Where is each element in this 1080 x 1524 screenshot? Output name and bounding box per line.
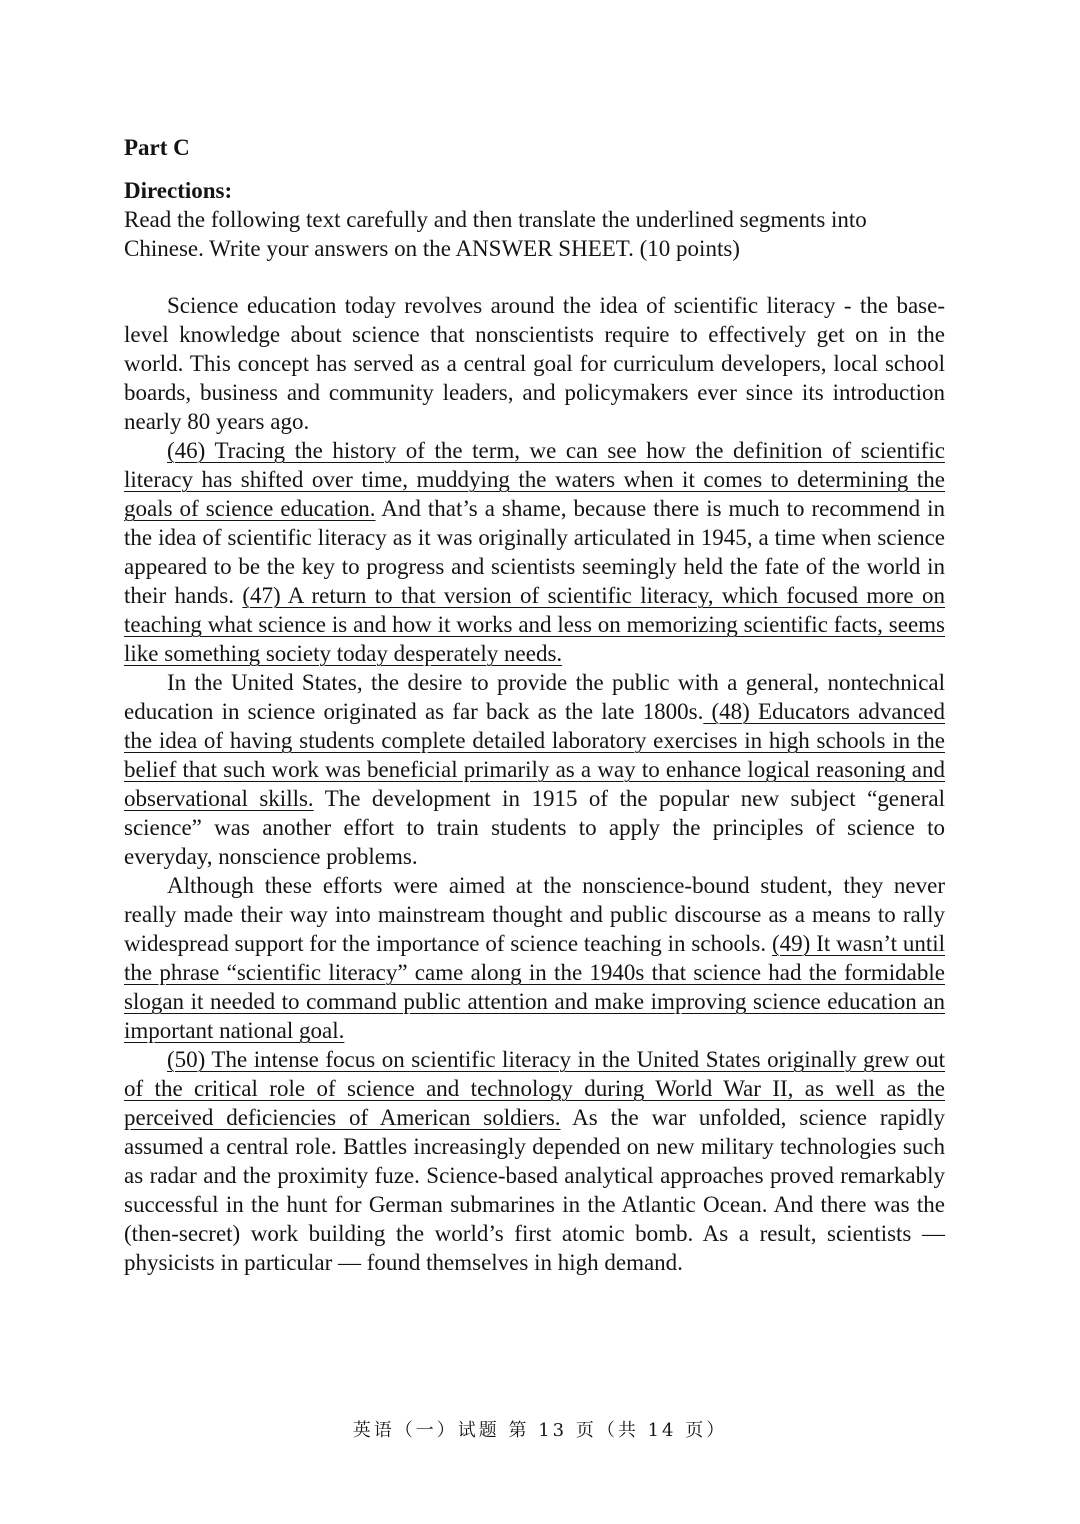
underlined-translation-segment: (50) The intense focus on scientific literacy in the United States originally grew out of the critical role of science and technology during World War II, as well as the perceived deficiencies of American soldiers. <box>124 1047 945 1130</box>
passage-paragraph <box>124 1045 945 1277</box>
underlined-translation-segment: (46) Tracing the history of the term, we can see how the definition of scientific literacy has shifted over time, muddying the waters when it comes to determining the goals of science education. <box>124 438 945 521</box>
passage-paragraph <box>124 668 945 871</box>
passage-text: The development in 1915 of the popular new subject “general science” was another effort to train students to apply the principles of science to everyday, nonscience problems. <box>124 786 945 869</box>
passage-text: In the United States, the desire to provide the public with a general, nontechnical education in science originated as far back as the late 1800s. <box>124 670 945 724</box>
part-title: Part C <box>124 135 190 160</box>
page-footer: 英语（一）试题 第 13 页（共 14 页） <box>352 1420 728 1441</box>
underlined-translation-segment: (47) A return to that version of scientific literacy, which focused more on teaching what science is and how it works and less on memorizing scientific facts, seems like something society today desperately needs. <box>124 583 945 666</box>
underlined-translation-segment: (48) Educators advanced the idea of having students complete detailed laboratory exercises in high schools in the belief that such work was beneficial primarily as a way to enhance logical reasoning and observational skills. <box>124 699 945 811</box>
passage-paragraph <box>124 436 945 668</box>
directions-text: Read the following text carefully and then translate the underlined segments into Chinese. Write your answers on the ANSWER SHEET. (10 points) <box>124 207 867 261</box>
passage-text: Science education today revolves around the idea of scientific literacy - the base-level knowledge about science that nonscientists require to effectively get on in the world. This concept has served as a central goal for curriculum developers, local school boards, business and community leaders, and policymakers ever since its introduction nearly 80 years ago. <box>124 293 945 434</box>
passage-text: And that’s a shame, because there is much to recommend in the idea of scientific literacy as it was originally articulated in 1945, a time when science appeared to be the key to progress and scientists seemingly held the fate of the world in their hands. <box>124 496 945 608</box>
directions-heading: Directions: <box>124 178 233 203</box>
passage-paragraph <box>124 291 945 436</box>
passage <box>124 291 945 1277</box>
passage-text: Although these efforts were aimed at the nonscience-bound student, they never really made their way into mainstream thought and public discourse as a means to rally widespread support for the importance of science teaching in schools. <box>124 873 945 956</box>
underlined-translation-segment: (49) It wasn’t until the phrase “scientific literacy” came along in the 1940s that science had the formidable slogan it needed to command public attention and make improving science education an important national goal. <box>124 931 945 1043</box>
passage-paragraph <box>124 871 945 1045</box>
exam-page-body <box>124 130 945 1277</box>
passage-text: As the war unfolded, science rapidly assumed a central role. Battles increasingly depended on new military technologies such as radar and the proximity fuze. Science-based analytical approaches proved remarkably successful in the hunt for German submarines in the Atlantic Ocean. And there was the (then-secret) work building the world’s first atomic bomb. As a result, scientists — physicists in particular — found themselves in high demand. <box>124 1105 945 1275</box>
